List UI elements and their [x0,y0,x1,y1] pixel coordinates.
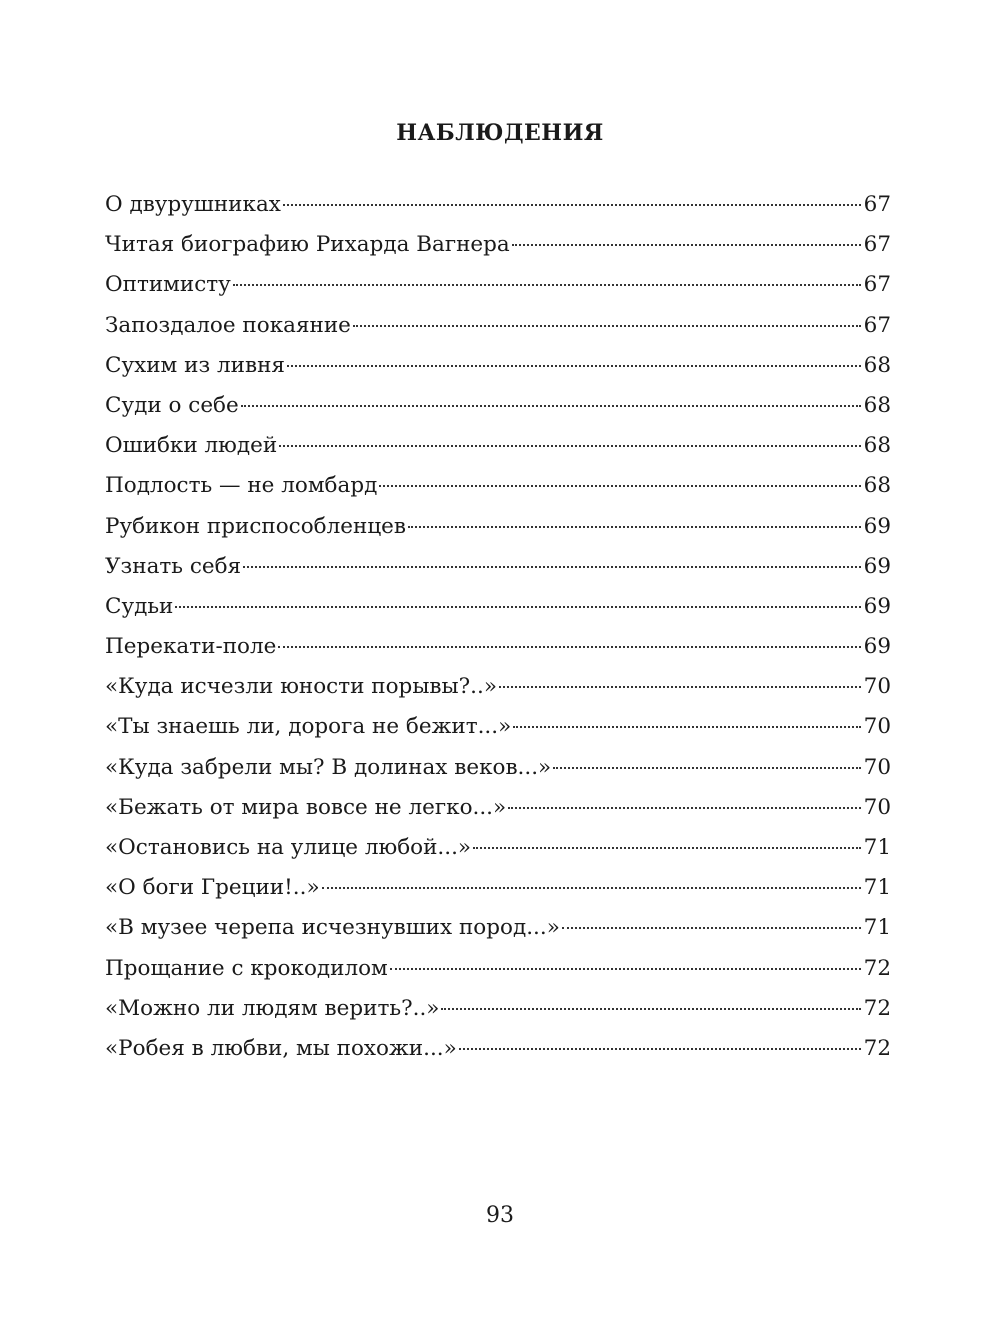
toc-entry-page: 72 [863,995,891,1021]
dot-leader [241,405,861,407]
toc-entry-title: О двурушниках [105,192,281,217]
dot-leader [553,767,861,769]
toc-entry-page: 72 [863,955,891,981]
dot-leader [499,686,861,688]
toc-entry [105,265,891,305]
toc-entry-page: 67 [863,312,891,338]
toc-entry [105,627,891,667]
dot-leader [473,847,861,849]
page-number: 93 [486,1203,514,1228]
toc-entry-page: 71 [863,835,891,860]
dot-leader [243,566,861,568]
toc-entry [105,185,891,225]
toc-entry [105,386,891,426]
toc-entry [105,225,891,265]
toc-entry-page: 69 [863,553,891,579]
toc-entry-title: Оптимисту [105,272,231,298]
toc-entry [105,908,891,948]
toc-entry [105,306,891,346]
toc-entry [105,1029,891,1069]
toc-entry-page: 70 [863,754,891,780]
dot-leader [353,325,861,327]
toc-entry-title: Перекати-поле [105,634,277,660]
toc-entry-page: 70 [863,794,891,820]
toc-entry-page: 69 [863,593,891,619]
toc-entry-page: 67 [863,192,891,217]
dot-leader [408,526,861,528]
toc-entry-title: Рубикон приспособленцев [105,513,406,539]
toc-entry-page: 68 [863,352,891,378]
toc-entry [105,466,891,506]
toc-entry-title: Судьи [105,593,174,619]
dot-leader [287,365,861,367]
dot-leader [279,445,861,447]
toc-entry-page: 72 [863,1035,891,1061]
toc-entry-title: «В музее черепа исчезнувших пород...» [105,915,560,941]
toc-entry-page: 70 [863,674,891,700]
toc-entry-page: 67 [863,272,891,298]
dot-leader [459,1048,861,1050]
toc-entry-title: Прощание с крокодилом [105,955,388,981]
toc-entry [105,748,891,788]
toc-entry-title: «Можно ли людям верить?..» [105,995,440,1021]
toc-entry [105,346,891,386]
toc-entry [105,949,891,989]
toc-entry-title: Читая биографию Рихарда Вагнера [105,232,510,258]
toc-entry-page: 69 [863,513,891,539]
toc-entry-page: 67 [863,232,891,258]
dot-leader [508,807,861,809]
section-title: НАБЛЮДЕНИЯ [396,120,604,146]
toc-entry-page: 70 [863,714,891,740]
toc-entry-page: 68 [863,392,891,418]
toc-entry-page: 71 [863,875,891,901]
toc-entry-title: «Ты знаешь ли, дорога не бежит...» [105,714,512,740]
toc-entry-title: «Бежать от мира вовсе не легко...» [105,794,507,820]
dot-leader [512,244,861,246]
toc-entry-page: 69 [863,634,891,660]
toc-entry-title: «Куда забрели мы? В долинах веков...» [105,754,552,780]
toc-entry-title: Запоздалое покаяние [105,312,351,338]
toc-entry [105,707,891,747]
dot-leader [322,887,861,889]
toc-entry-title: Подлость — не ломбард [105,473,378,499]
toc-entry-title: «Куда исчезли юности порывы?..» [105,674,497,700]
toc-entry [105,547,891,587]
toc-entry [105,507,891,547]
toc-entry [105,587,891,627]
dot-leader [175,606,861,608]
dot-leader [513,726,861,728]
dot-leader [390,968,861,970]
toc-entry [105,868,891,908]
toc-entry-title: «Остановись на улице любой...» [105,835,472,860]
toc-entry [105,989,891,1029]
toc-entry-title: «Робея в любви, мы похожи...» [105,1035,457,1061]
dot-leader [441,1008,861,1010]
toc-entry-page: 68 [863,433,891,459]
toc-entry-title: Ошибки людей [105,433,278,459]
toc-entry-title: Сухим из ливня [105,352,285,378]
table-of-contents [105,185,891,1069]
dot-leader [283,204,861,206]
toc-entry [105,788,891,828]
toc-entry [105,667,891,707]
dot-leader [379,485,861,487]
toc-entry [105,426,891,466]
dot-leader [233,284,861,286]
toc-entry-title: «О боги Греции!..» [105,875,320,901]
toc-entry-title: Суди о себе [105,392,239,418]
dot-leader [562,927,861,929]
toc-entry-title: Узнать себя [105,553,242,579]
toc-entry-page: 71 [863,915,891,941]
toc-entry [105,828,891,868]
toc-entry-page: 68 [863,473,891,499]
dot-leader [278,646,861,648]
